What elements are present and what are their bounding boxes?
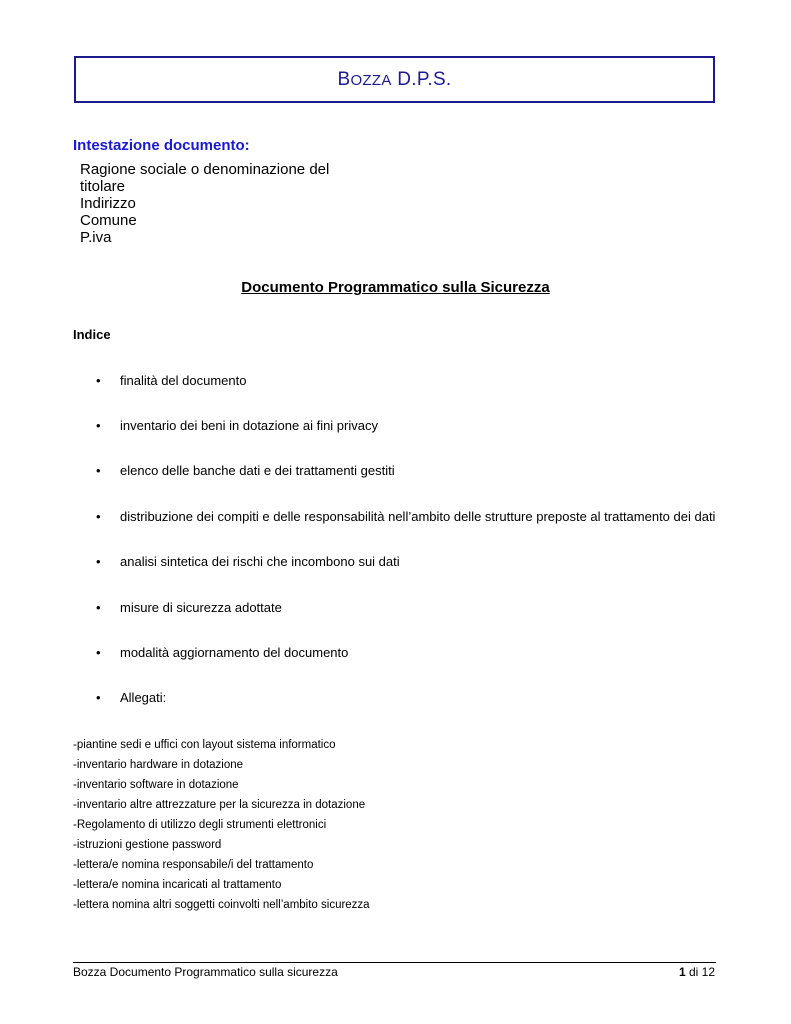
attachment-item: -inventario software in dotazione [73, 779, 239, 791]
page-current: 1 [678, 965, 686, 979]
list-item-label: modalità aggiornamento del documento [120, 645, 349, 660]
list-item-label: inventario dei beni in dotazione ai fini privacy [120, 418, 378, 433]
header-line: P.iva [80, 229, 112, 246]
attachment-item: -lettera/e nomina responsabile/i del trattamento [73, 859, 314, 871]
attachment-item: -inventario altre attrezzature per la sicurezza in dotazione [73, 799, 366, 811]
bullet-icon: • [96, 645, 101, 660]
attachment-item: -istruzioni gestione password [73, 839, 222, 851]
title-smallcaps: OZZA [350, 71, 392, 89]
bullet-icon: • [96, 690, 101, 705]
footer-divider [73, 962, 716, 963]
page-number [679, 965, 715, 979]
title-suffix: D.P.S. [391, 68, 452, 90]
header-line: Comune [80, 212, 137, 229]
header-line: Ragione sociale o denominazione del [80, 161, 330, 178]
index-label: Indice [73, 327, 111, 342]
attachment-item: -lettera/e nomina incaricati al trattamento [73, 879, 282, 891]
document-heading [337, 69, 451, 91]
bullet-icon: • [96, 554, 101, 569]
bullet-icon: • [96, 373, 101, 388]
header-line: titolare [80, 178, 126, 195]
list-item-label: finalità del documento [120, 373, 247, 388]
attachments-list [73, 735, 370, 915]
attachment-item: -lettera nomina altri soggetti coinvolti nell’ambito sicurezza [73, 899, 370, 911]
header-line: Indirizzo [80, 195, 136, 212]
list-item [96, 645, 348, 660]
list-item [96, 418, 378, 433]
list-item [96, 690, 166, 705]
bullet-icon: • [96, 600, 101, 615]
attachment-item: -Regolamento di utilizzo degli strumenti elettronici [73, 819, 327, 831]
list-item-label: distribuzione dei compiti e delle responsabilità nell’ambito delle strutture preposte al trattamento dei dati [120, 509, 716, 524]
list-item [96, 463, 395, 478]
intestazione-label: Intestazione documento: [73, 137, 250, 154]
list-item [96, 600, 282, 615]
list-item [96, 373, 246, 388]
header-fields [80, 161, 329, 246]
title-first-letter: B [337, 68, 351, 90]
list-item [96, 509, 715, 524]
title-box [74, 56, 715, 103]
list-item [96, 554, 400, 569]
doc-title: Documento Programmatico sulla Sicurezza [241, 279, 550, 296]
list-item-label: misure di sicurezza adottate [120, 600, 282, 615]
page-total: 12 [701, 965, 715, 979]
list-item-label: elenco delle banche dati e dei trattamenti gestiti [120, 463, 395, 478]
list-item-label: Allegati: [120, 690, 167, 705]
footer-title: Bozza Documento Programmatico sulla sicurezza [73, 965, 338, 979]
bullet-icon: • [96, 509, 101, 524]
attachment-item: -piantine sedi e uffici con layout sistema informatico [73, 739, 336, 751]
page-separator: di [685, 965, 702, 979]
bullet-icon: • [96, 463, 101, 478]
bullet-icon: • [96, 418, 101, 433]
list-item-label: analisi sintetica dei rischi che incombono sui dati [120, 554, 400, 569]
attachment-item: -inventario hardware in dotazione [73, 759, 244, 771]
